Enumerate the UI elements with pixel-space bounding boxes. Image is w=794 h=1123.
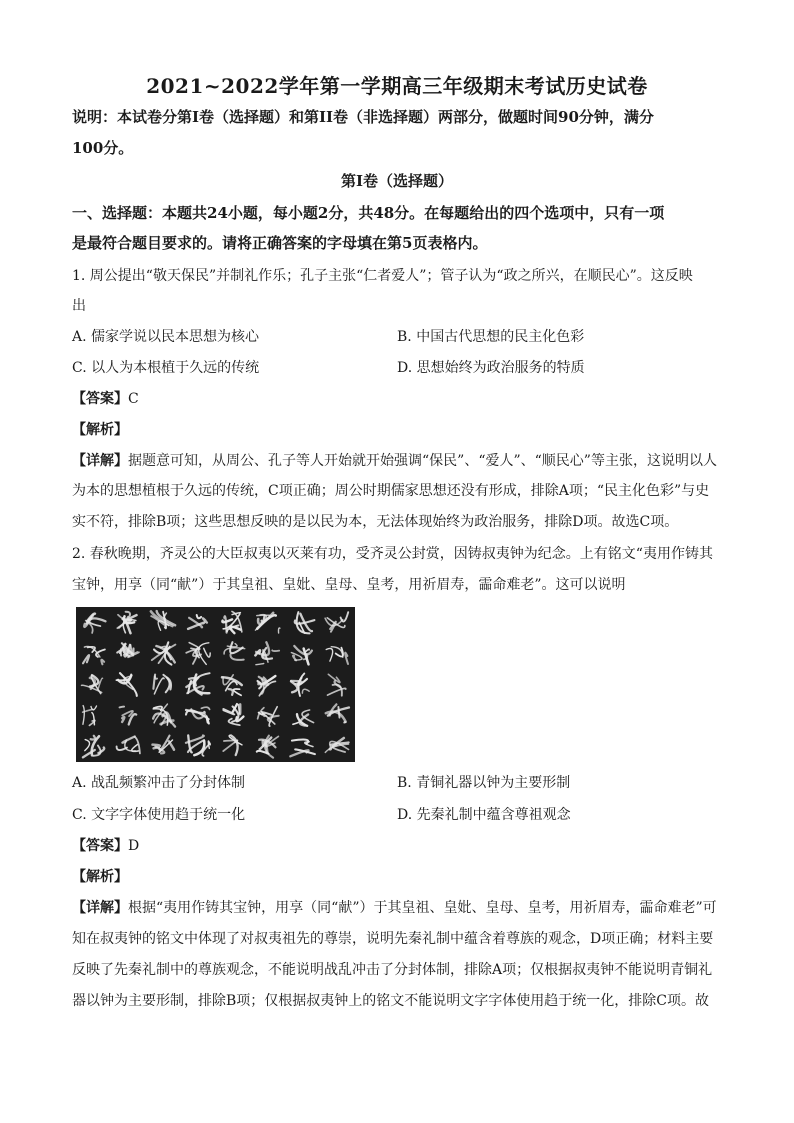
- inscription-glyphs: [76, 607, 355, 762]
- inscription-glyph: [223, 735, 242, 755]
- inscription-glyph: [222, 612, 241, 634]
- inscription-glyph: [295, 612, 315, 633]
- q2-detail-line-1: [72, 898, 732, 918]
- q2-detail-text-1: 根据“夷用作铸其宝钟，用享（同“献”）于其皇祖、皇妣、皇母、皇考，用祈眉寿，霝命难老”可: [128, 900, 717, 916]
- inscription-glyph: [116, 673, 136, 696]
- q1-answer-tag: 【答案】: [72, 391, 128, 407]
- inscription-glyph: [257, 736, 279, 758]
- inscription-glyph: [325, 612, 348, 632]
- inscription-glyph: [83, 706, 97, 726]
- inscription-glyph: [293, 710, 314, 726]
- inscription-glyph: [117, 737, 140, 754]
- q2-analysis-tag: 【解析】: [72, 869, 128, 885]
- q1-stem-line-1: 1. 周公提出“敬天保民”并制礼作乐；孔子主张“仁者爱人”；管子认为“政之所兴，在顺民心”。这反映: [72, 268, 693, 284]
- inscription-glyph: [153, 704, 175, 727]
- inscription-glyph: [328, 674, 346, 695]
- inscription-glyph: [152, 642, 176, 664]
- inscription-glyph: [153, 736, 175, 754]
- inscription-glyph: [325, 738, 348, 752]
- inscription-glyph: [117, 612, 136, 634]
- q1-detail-tag: 【详解】: [72, 453, 128, 469]
- inscription-glyph: [291, 646, 312, 664]
- inscription-glyph: [186, 735, 210, 756]
- q1-option-c: C. 以人为本根植于久远的传统: [72, 360, 260, 376]
- inscription-glyph: [186, 707, 210, 723]
- q1-option-d: D. 思想始终为政治服务的特质: [397, 360, 585, 376]
- q1-analysis-tag: 【解析】: [72, 422, 128, 438]
- section-intro-line-1: 一、选择题：本题共24小题，每小题2分，共48分。在每题给出的四个选项中，只有一项: [72, 204, 665, 222]
- inscription-glyph: [223, 704, 243, 725]
- q2-option-b: B. 青铜礼器以钟为主要形制: [397, 775, 571, 791]
- inscription-glyph: [326, 704, 349, 722]
- inscription-glyph: [258, 676, 276, 696]
- q2-detail-line-4: 器以钟为主要形制，排除B项；仅根据叔夷钟上的铭文不能说明文字字体使用趋于统一化，排除C项。故: [72, 993, 709, 1009]
- inscription-glyph: [224, 642, 245, 660]
- inscription-glyph: [222, 675, 242, 696]
- inscription-glyph: [84, 614, 105, 633]
- q1-detail-line-3: 实不符，排除B项；这些思想反映的是以民为本，无法体现始终为政治服务，排除D项。故选C项。: [72, 514, 679, 530]
- bronze-inscription-image: [76, 607, 355, 762]
- inscription-glyph: [117, 643, 139, 657]
- q2-answer-value: D: [128, 838, 140, 854]
- inscription-glyph: [258, 707, 279, 726]
- inscription-glyph: [186, 643, 210, 665]
- q2-option-d: D. 先秦礼制中蕴含尊祖观念: [397, 807, 571, 823]
- q2-answer-tag: 【答案】: [72, 838, 128, 854]
- instructions-line-1: 说明：本试卷分第Ⅰ卷（选择题）和第II卷（非选择题）两部分，做题时间90分钟，满分: [72, 108, 654, 126]
- inscription-glyph: [290, 740, 315, 757]
- q2-option-a: A. 战乱频繁冲击了分封体制: [72, 775, 246, 791]
- inscription-glyph: [188, 615, 207, 629]
- q2-detail-line-3: 反映了先秦礼制中的尊族观念，不能说明战乱冲击了分封体制，排除A项；仅根据叔夷钟不能说明青铜礼: [72, 962, 713, 978]
- q1-detail-line-2: 为本的思想植根于久远的传统，C项正确；周公时期儒家思想还没有形成，排除A项；“民主化色彩”与史: [72, 483, 710, 499]
- q1-option-a: A. 儒家学说以民本思想为核心: [72, 329, 260, 345]
- inscription-glyph: [291, 674, 309, 697]
- q2-answer: [72, 836, 732, 856]
- inscription-glyph: [120, 707, 137, 725]
- q2-option-c: C. 文字字体使用趋于统一化: [72, 807, 246, 823]
- inscription-glyph: [326, 647, 348, 664]
- section-title: 第Ⅰ卷（选择题）: [340, 172, 454, 190]
- inscription-glyph: [83, 736, 104, 758]
- exam-title: 2021~2022学年第一学期高三年级期末考试历史试卷: [146, 74, 648, 98]
- q1-stem-line-2: 出: [72, 298, 86, 314]
- instructions-line-2: 100分。: [72, 139, 134, 157]
- inscription-glyph: [186, 673, 209, 694]
- inscription-glyph: [255, 642, 279, 664]
- q2-detail-line-2: 知在叔夷钟的铭文中体现了对叔夷祖先的尊崇，说明先秦礼制中蕴含着尊族的观念，D项正确；材料主要: [72, 931, 714, 947]
- q2-detail-tag: 【详解】: [72, 900, 128, 916]
- q1-answer-value: C: [128, 391, 139, 407]
- q1-option-b: B. 中国古代思想的民主化色彩: [397, 329, 585, 345]
- inscription-glyph: [83, 647, 105, 665]
- inscription-glyph: [151, 611, 175, 630]
- inscription-glyph: [153, 675, 171, 694]
- section-intro-line-2: 是最符合题目要求的。请将正确答案的字母填在第5页表格内。: [72, 234, 488, 252]
- inscription-glyph: [255, 613, 280, 633]
- q1-detail-text-1: 据题意可知，从周公、孔子等人开始就开始强调“保民”、“爱人”、“顺民心”等主张，这说明以人: [128, 453, 717, 469]
- inscription-glyph: [82, 675, 103, 694]
- q2-stem-line-2: 宝钟，用享（同“献”）于其皇祖、皇妣、皇母、皇考，用祈眉寿，霝命难老”。这可以说明: [72, 577, 626, 593]
- q1-answer: [72, 389, 732, 409]
- q1-detail-line-1: [72, 451, 732, 471]
- q2-stem-line-1: 2. 春秋晚期，齐灵公的大臣叔夷以灭莱有功，受齐灵公封赏，因铸叔夷钟为纪念。上有铭文“夷用作铸其: [72, 546, 713, 562]
